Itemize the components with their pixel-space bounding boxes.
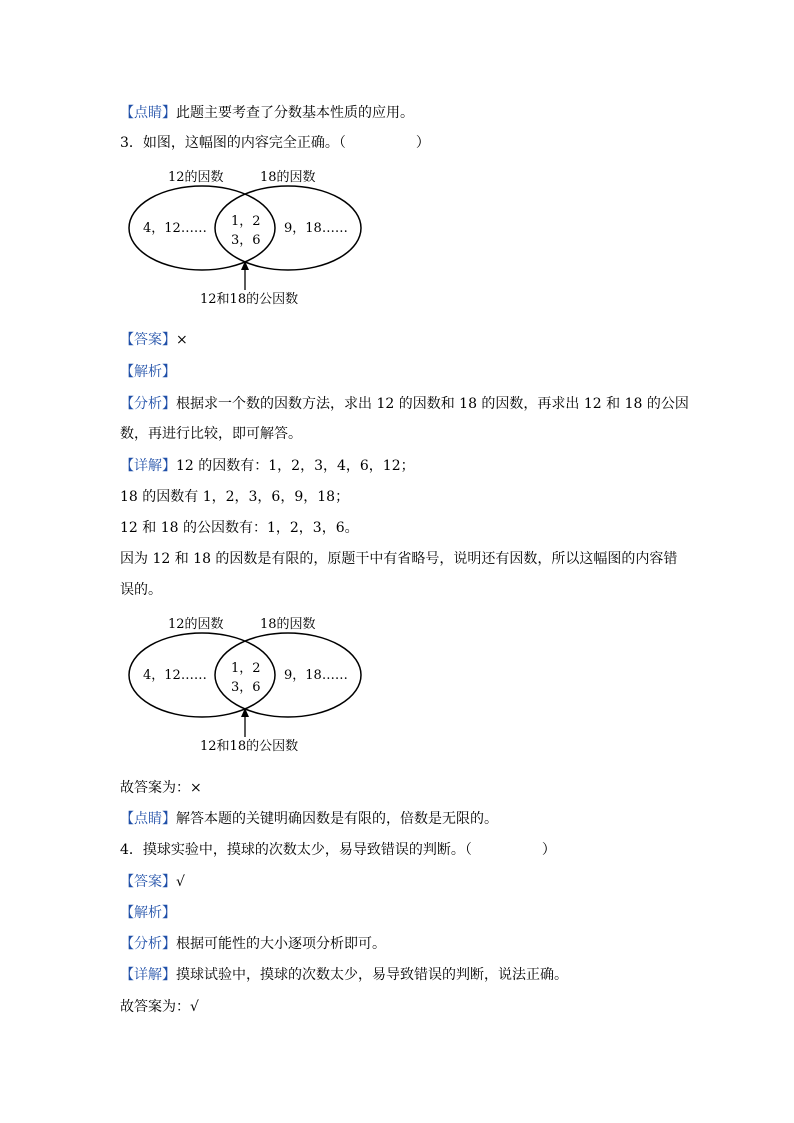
q3-detail-line5: 误的。 [120, 582, 162, 598]
q3-dianjing-text: 解答本题的关键明确因数是有限的，倍数是无限的。 [176, 811, 498, 827]
venn-left-only: 4，12…… [143, 221, 207, 236]
answer-tag: 【答案】 [120, 332, 176, 348]
venn-common-row2: 3，6 [231, 680, 261, 695]
dianjing-tag: 【点睛】 [120, 811, 176, 827]
venn-common-row1: 1，2 [231, 214, 261, 229]
q3-xiangjie-line1 [120, 456, 415, 476]
q3-question: 3．如图，这幅图的内容完全正确。（ ） [120, 135, 430, 151]
jiexi-tag: 【解析】 [120, 364, 176, 380]
venn-right-only: 9，18…… [284, 221, 348, 236]
venn-left-only: 4，12…… [143, 668, 207, 683]
venn-diagram-1 [120, 162, 370, 312]
jiexi-tag: 【解析】 [120, 905, 176, 921]
answer-tag: 【答案】 [120, 874, 176, 890]
q4-fenxi-line [120, 934, 386, 954]
q4-answer: √ [176, 874, 185, 890]
venn-left-title: 12的因数 [168, 617, 224, 632]
q3-answer-line [120, 330, 188, 350]
venn-left-title: 12的因数 [168, 170, 224, 185]
venn-diagram-2 [120, 609, 370, 759]
q3-jiexi-line [120, 362, 176, 382]
q3-detail-line2: 18 的因数有 1，2，3，6，9，18； [120, 489, 350, 505]
q3-detail-line3: 12 和 18 的公因数有：1，2，3，6。 [120, 520, 359, 536]
q4-jiexi-line [120, 903, 176, 923]
q3-fenxi-text1: 根据求一个数的因数方法，求出 12 的因数和 18 的因数，再求出 12 和 18 的公因 [176, 396, 689, 412]
q2-dianjing-text: 此题主要考查了分数基本性质的应用。 [176, 105, 414, 121]
fenxi-tag: 【分析】 [120, 936, 176, 952]
q3-fenxi-line2: 数，再进行比较，即可解答。 [120, 426, 302, 442]
xiangjie-tag: 【详解】 [120, 458, 176, 474]
venn-right-title: 18的因数 [260, 170, 316, 185]
q4-question: 4．摸球实验中，摸球的次数太少，易导致错误的判断。（ ） [120, 842, 556, 858]
venn-right-title: 18的因数 [260, 617, 316, 632]
q4-final-answer: 故答案为：√ [120, 999, 199, 1015]
q3-detail-line4: 因为 12 和 18 的因数是有限的，原题干中有省略号，说明还有因数，所以这幅图的内容错 [120, 551, 678, 567]
q3-xiangjie-text1: 12 的因数有：1，2，3，4，6，12； [176, 458, 415, 474]
q3-fenxi-line1 [120, 394, 689, 414]
venn-common-row2: 3，6 [231, 233, 261, 248]
q3-dianjing-line [120, 809, 498, 829]
venn-arrow-label: 12和18的公因数 [200, 292, 299, 307]
q4-answer-line [120, 872, 185, 892]
venn-right-only: 9，18…… [284, 668, 348, 683]
fenxi-tag: 【分析】 [120, 396, 176, 412]
q3-answer: × [176, 332, 188, 348]
venn-common-row1: 1，2 [231, 661, 261, 676]
venn-arrow-label: 12和18的公因数 [200, 739, 299, 754]
q3-final-answer: 故答案为：× [120, 780, 202, 796]
xiangjie-tag: 【详解】 [120, 967, 176, 983]
q4-xiangjie-text: 摸球试验中，摸球的次数太少，易导致错误的判断，说法正确。 [176, 967, 568, 983]
q4-xiangjie-line [120, 965, 568, 985]
q4-fenxi-text: 根据可能性的大小逐项分析即可。 [176, 936, 386, 952]
q2-dianjing-line [120, 103, 414, 123]
dianjing-tag: 【点睛】 [120, 105, 176, 121]
